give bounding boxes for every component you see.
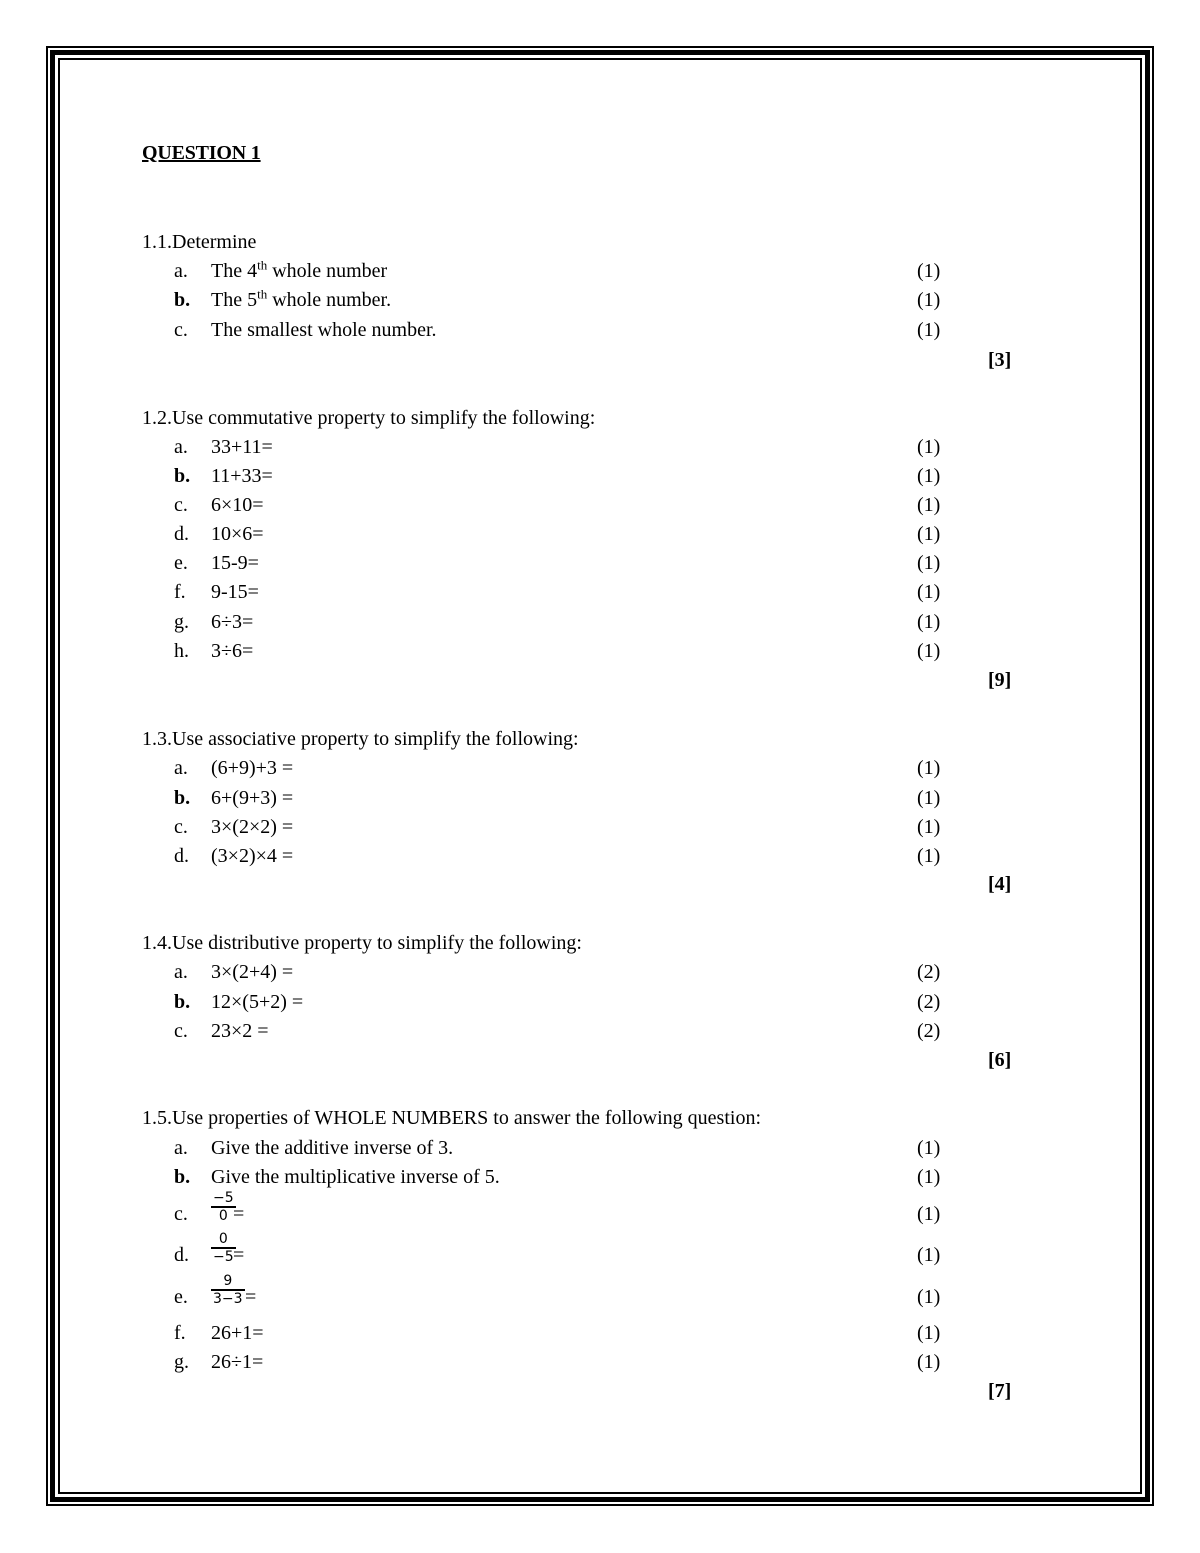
item-letter: b. (174, 787, 191, 809)
item-letter: g. (174, 1351, 189, 1373)
item-mark: (2) (917, 1020, 941, 1042)
q1-5-item-a (0, 1134, 1200, 1162)
fraction-denominator: −5 (213, 1249, 234, 1265)
item-letter: f. (174, 1322, 186, 1344)
item-mark: (1) (917, 581, 941, 603)
item-letter: a. (174, 1137, 188, 1159)
item-letter: d. (174, 845, 189, 867)
q1-3-item-a (0, 754, 1200, 782)
item-mark: (1) (917, 845, 941, 867)
item-letter: b. (174, 289, 191, 311)
item-mark: (1) (917, 260, 941, 282)
q1-1-item-a (0, 257, 1200, 285)
q1-3-total: [4] (988, 873, 1012, 895)
q1-2-item-h (0, 637, 1200, 665)
item-letter: a. (174, 757, 188, 779)
item-text: Give the additive inverse of 3. (211, 1137, 454, 1159)
item-text: 10×6= (211, 523, 264, 545)
item-letter: d. (174, 523, 189, 545)
q1-5-item-g (0, 1348, 1200, 1376)
item-mark: (1) (917, 1286, 941, 1308)
q1-4-item-a (0, 958, 1200, 986)
q1-3-item-b (0, 784, 1200, 812)
item-mark: (2) (917, 961, 941, 983)
item-letter: e. (174, 1286, 188, 1308)
q1-5-total: [7] (988, 1380, 1012, 1402)
q1-1-total: [3] (988, 349, 1012, 371)
q1-5-heading: 1.5.Use properties of WHOLE NUMBERS to answer the following question: (142, 1107, 761, 1129)
q1-1-item-c (0, 316, 1200, 344)
item-letter: a. (174, 260, 188, 282)
item-mark: (1) (917, 757, 941, 779)
q1-3-item-c (0, 813, 1200, 841)
question-title: QUESTION 1 (142, 142, 261, 164)
fraction-numerator: 9 (211, 1273, 245, 1291)
item-mark: (1) (917, 523, 941, 545)
item-text: 9-15= (211, 581, 259, 603)
item-text: 6×10= (211, 494, 264, 516)
q1-2-item-c (0, 491, 1200, 519)
item-mark: (1) (917, 1322, 941, 1344)
q1-3-heading: 1.3.Use associative property to simplify the following: (142, 728, 579, 750)
item-text: 6+(9+3) = (211, 787, 294, 809)
q1-1-item-b (0, 286, 1200, 314)
item-mark: (1) (917, 552, 941, 574)
item-text: 11+33= (211, 465, 273, 487)
item-mark: (1) (917, 465, 941, 487)
q1-4-item-c (0, 1017, 1200, 1045)
ordinal-suffix: th (257, 257, 268, 273)
item-letter: e. (174, 552, 188, 574)
item-mark: (1) (917, 289, 941, 311)
item-letter: g. (174, 611, 189, 633)
fraction-numerator: −5 (213, 1190, 234, 1206)
q1-5-item-d (0, 1231, 1200, 1269)
item-text: 3×(2×2) = (211, 816, 294, 838)
item-mark: (1) (917, 494, 941, 516)
item-letter: b. (174, 991, 191, 1013)
item-mark: (1) (917, 436, 941, 458)
q1-2-item-f (0, 578, 1200, 606)
item-letter: h. (174, 640, 189, 662)
item-text: The 4th whole number (211, 257, 388, 282)
q1-2-item-g (0, 608, 1200, 636)
item-mark: (2) (917, 991, 941, 1013)
item-letter: c. (174, 1203, 188, 1225)
item-mark: (1) (917, 787, 941, 809)
item-mark: (1) (917, 611, 941, 633)
item-text: 3×(2+4) = (211, 961, 294, 983)
item-letter: c. (174, 494, 188, 516)
item-letter: c. (174, 816, 188, 838)
fraction-numerator: 0 (211, 1231, 236, 1249)
q1-2-item-e (0, 549, 1200, 577)
q1-3-item-d (0, 842, 1200, 870)
q1-2-item-b (0, 462, 1200, 490)
item-text: The 5th whole number. (211, 286, 392, 311)
item-letter: f. (174, 581, 186, 603)
q1-4-heading: 1.4.Use distributive property to simplify the following: (142, 932, 582, 954)
item-text: 23×2 = (211, 1020, 269, 1042)
item-letter: d. (174, 1244, 189, 1266)
q1-5-item-c (0, 1190, 1200, 1228)
equals-sign: = (233, 1203, 245, 1225)
item-text: 3÷6= (211, 640, 254, 662)
item-text: The smallest whole number. (211, 319, 437, 341)
q1-5-item-e (0, 1273, 1200, 1311)
item-text: 6÷3= (211, 611, 254, 633)
fraction (211, 1273, 245, 1307)
item-letter: b. (174, 465, 191, 487)
fraction-denominator: 3−3 (213, 1291, 243, 1307)
item-mark: (1) (917, 640, 941, 662)
item-mark: (1) (917, 319, 941, 341)
q1-2-total: [9] (988, 669, 1012, 691)
q1-2-heading: 1.2.Use commutative property to simplify the following: (142, 407, 596, 429)
item-text: 33+11= (211, 436, 273, 458)
fraction (211, 1231, 236, 1265)
equals-sign: = (233, 1244, 245, 1266)
item-text: (3×2)×4 = (211, 845, 294, 867)
equals-sign: = (245, 1286, 257, 1308)
item-text: (6+9)+3 = (211, 757, 294, 779)
fraction-denominator: 0 (218, 1208, 228, 1224)
q1-2-item-d (0, 520, 1200, 548)
q1-2-item-a (0, 433, 1200, 461)
q1-1-heading: 1.1.Determine (142, 231, 257, 253)
item-letter: c. (174, 1020, 188, 1042)
item-mark: (1) (917, 1137, 941, 1159)
item-text: 15-9= (211, 552, 259, 574)
q1-4-total: [6] (988, 1049, 1012, 1071)
ordinal-suffix: th (257, 286, 268, 302)
item-text: 26+1= (211, 1322, 264, 1344)
item-mark: (1) (917, 1351, 941, 1373)
fraction (211, 1190, 236, 1224)
q1-4-item-b (0, 988, 1200, 1016)
q1-5-item-f (0, 1319, 1200, 1347)
item-mark: (1) (917, 1166, 941, 1188)
item-mark: (1) (917, 816, 941, 838)
item-mark: (1) (917, 1203, 941, 1225)
item-letter: a. (174, 961, 188, 983)
item-text: Give the multiplicative inverse of 5. (211, 1166, 500, 1188)
item-text: 12×(5+2) = (211, 991, 304, 1013)
item-text: 26÷1= (211, 1351, 264, 1373)
q1-5-item-b (0, 1163, 1200, 1191)
item-letter: a. (174, 436, 188, 458)
item-letter: c. (174, 319, 188, 341)
item-mark: (1) (917, 1244, 941, 1266)
item-letter: b. (174, 1166, 191, 1188)
